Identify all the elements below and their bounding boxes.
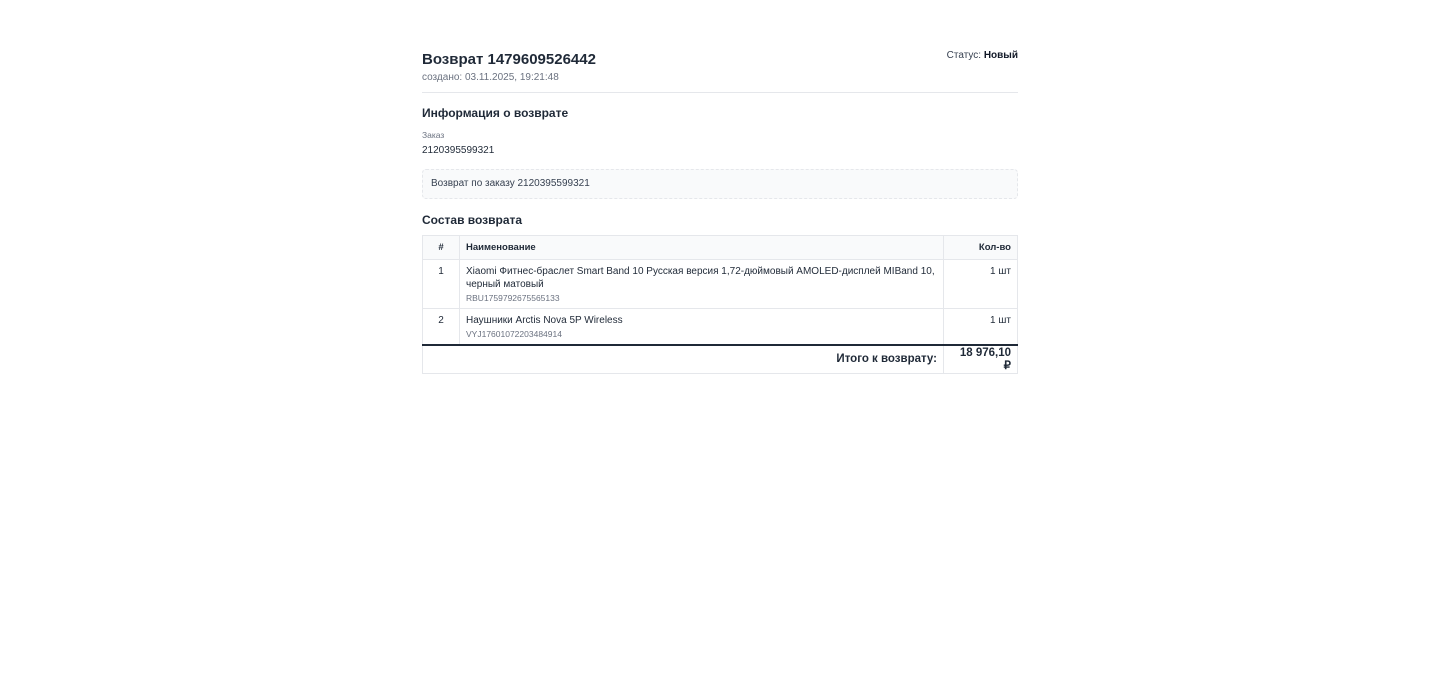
product-sku: VYJ17601072203484914 (466, 329, 562, 339)
created-timestamp: создано: 03.11.2025, 19:21:48 (422, 72, 559, 83)
row-num: 1 (423, 260, 460, 309)
column-header-num: # (423, 236, 460, 260)
column-header-qty: Кол-во (944, 236, 1018, 260)
status-value: Новый (983, 50, 1018, 61)
column-header-name: Наименование (460, 236, 944, 260)
total-row (423, 345, 1018, 374)
section-title-info: Информация о возврате (422, 106, 569, 120)
table-row (423, 260, 1018, 309)
document-header (422, 0, 1018, 93)
table-row (423, 309, 1018, 346)
row-qty: 1 шт (944, 309, 1018, 346)
items-table (422, 235, 1018, 374)
return-info-section (422, 93, 1018, 199)
return-items-section (422, 199, 1018, 374)
status-label: Статус: (946, 50, 982, 61)
total-value: 18 976,10 ₽ (944, 345, 1018, 374)
page-title: Возврат 1479609526442 (422, 51, 596, 68)
row-name-cell (460, 309, 944, 346)
product-name: Xiaomi Фитнес-браслет Smart Band 10 Русская версия 1,72-дюймовый AMOLED-дисплей MIBand 10, черный матовый (466, 266, 935, 290)
return-document (422, 0, 1018, 374)
order-label: Заказ (422, 130, 445, 140)
product-name: Наушники Arctis Nova 5P Wireless (466, 315, 623, 326)
total-label: Итого к возврату: (423, 345, 944, 374)
order-value: 2120395599321 (422, 145, 495, 156)
table-header-row (423, 236, 1018, 260)
row-name-cell (460, 260, 944, 309)
product-sku: RBU1759792675565133 (466, 293, 560, 303)
return-note: Возврат по заказу 2120395599321 (422, 169, 1018, 199)
row-num: 2 (423, 309, 460, 346)
section-title-items: Состав возврата (422, 213, 523, 227)
row-qty: 1 шт (944, 260, 1018, 309)
status-badge (947, 50, 1018, 61)
